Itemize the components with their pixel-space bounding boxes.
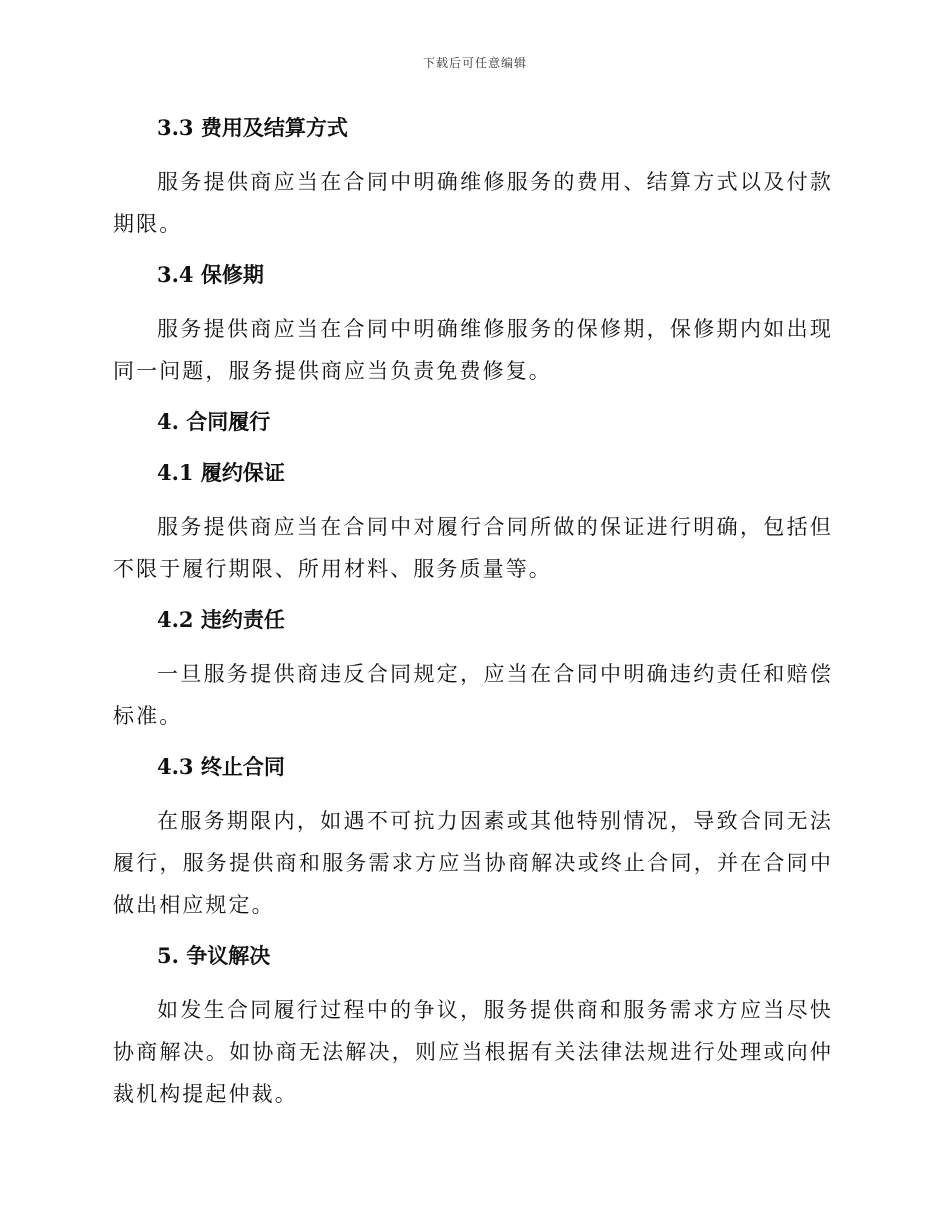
paragraph-performance-guarantee: 服务提供商应当在合同中对履行合同所做的保证进行明确，包括但不限于履行期限、所用材料、服务质量等。 [113,515,833,581]
section-heading-5: 5. 争议解决 [157,943,271,968]
section-heading-4-1: 4.1 履约保证 [157,460,285,485]
section-heading-4-2: 4.2 违约责任 [157,607,285,632]
paragraph-termination: 在服务期限内，如遇不可抗力因素或其他特别情况，导致合同无法履行，服务提供商和服务需求方应当协商解决或终止合同，并在合同中做出相应规定。 [113,809,833,917]
section-heading-3-3: 3.3 费用及结算方式 [157,115,348,140]
section-heading-3-4: 3.4 保修期 [157,262,264,287]
paragraph-fees: 服务提供商应当在合同中明确维修服务的费用、结算方式以及付款期限。 [113,170,833,236]
page-header: 下载后可任意编辑 [422,56,527,70]
paragraph-dispute-resolution: 如发生合同履行过程中的争议，服务提供商和服务需求方应当尽快协商解决。如协商无法解决，则应当根据有关法律法规进行处理或向仲裁机构提起仲裁。 [113,998,833,1106]
paragraph-warranty: 服务提供商应当在合同中明确维修服务的保修期，保修期内如出现同一问题，服务提供商应当负责免费修复。 [113,317,833,383]
section-heading-4: 4. 合同履行 [157,409,271,434]
document-body [113,110,833,1127]
paragraph-breach-liability: 一旦服务提供商违反合同规定，应当在合同中明确违约责任和赔偿标准。 [113,662,833,728]
section-heading-4-3: 4.3 终止合同 [157,754,285,779]
